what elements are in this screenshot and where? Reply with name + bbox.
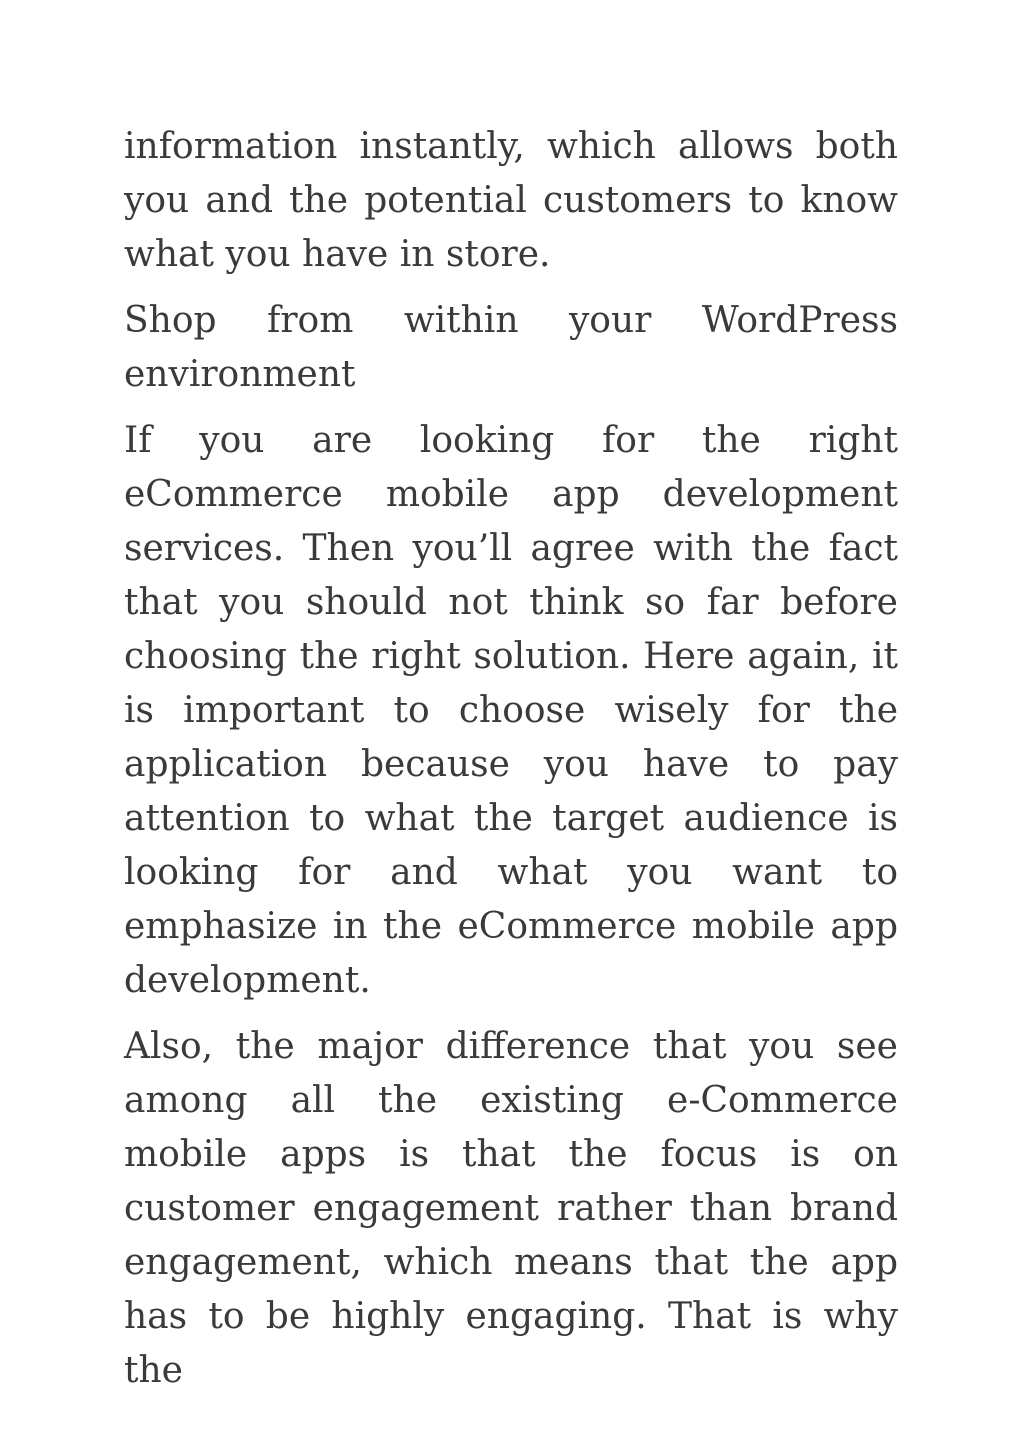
paragraph-intro-continuation: information instantly, which allows both you and the potential customers to know what you have in store. xyxy=(124,126,898,275)
paragraph-customer-engagement: Also, the major difference that you see among all the existing e-Commerce mobile apps is that the focus is on customer engagement rather than brand engagement, which means that the app has to be highly engaging. That is why the xyxy=(124,1026,898,1391)
section-heading-shop-from-wordpress: Shop from within your WordPress environment xyxy=(124,300,898,395)
paragraph-choosing-services: If you are looking for the right eCommerce mobile app development services. Then you’ll agree with the fact that you should not think so far before choosing the right solution. Here again, it is important to choose wisely for the application because you have to pay attention to what the target audience is looking for and what you want to emphasize in the eCommerce mobile app development. xyxy=(124,420,898,1001)
document-page xyxy=(124,120,898,1410)
